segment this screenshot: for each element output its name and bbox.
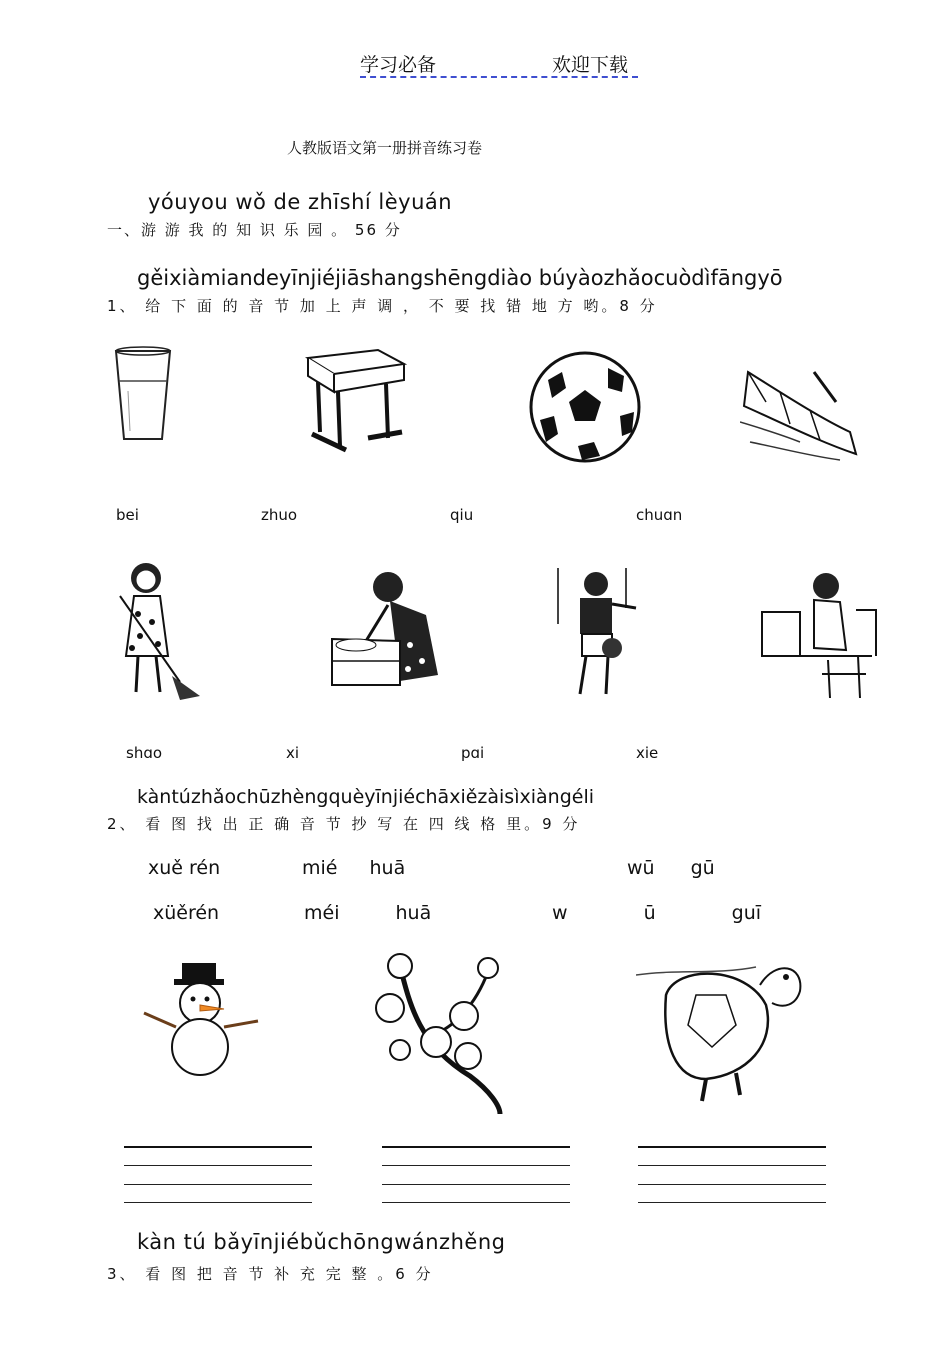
glass-icon — [108, 345, 178, 445]
q1-word-1: bei — [116, 506, 139, 524]
header-right: 欢迎下载 — [552, 54, 629, 76]
q2-option-b-3: w ū guī — [552, 902, 762, 924]
q1-word-5: shɑo — [126, 744, 163, 762]
q1-word-8: xie — [636, 744, 659, 762]
header-underline — [360, 76, 638, 78]
girl-sweeping-icon — [110, 556, 205, 702]
section1-heading: 一、游 游 我 的 知 识 乐 园 。 56 分 — [107, 221, 402, 239]
boat-icon — [740, 362, 862, 462]
q1-word-7: pɑi — [461, 744, 485, 762]
q1-word-4: chuɑn — [636, 506, 683, 524]
q1-pinyin: gěixiàmiandeyīnjiéjiāshangshēngdiào búyàozhǎocuòdìfāngyō — [137, 266, 783, 290]
q2-option-b-1: xüěrén — [153, 902, 220, 924]
football-icon — [528, 350, 642, 464]
q2-pinyin: kàntúzhǎochūzhèngquèyīnjiéchāxiězàisìxiàngéli — [137, 786, 595, 808]
boy-bouncing-ball-icon — [556, 568, 646, 702]
q2-option-a-1: xuě rén — [148, 857, 221, 879]
q1-word-2: zhuo — [261, 506, 298, 524]
q3-pinyin: kàn tú bǎyīnjiébǔchōngwánzhěng — [137, 1230, 506, 1254]
page-title: 人教版语文第一册拼音练习卷 — [287, 139, 483, 157]
q3-instruction: 3、 看 图 把 音 节 补 充 完 整 。6 分 — [107, 1265, 434, 1283]
plum-blossom-icon — [360, 946, 540, 1116]
q2-option-b-2: méi huā — [304, 902, 432, 924]
turtle-icon — [636, 955, 806, 1105]
q1-word-3: qiu — [450, 506, 474, 524]
boy-writing-icon — [760, 570, 882, 700]
desk-icon — [298, 346, 408, 458]
girl-washing-icon — [330, 565, 460, 691]
q2-option-a-3: wū gū — [627, 857, 715, 879]
section1-pinyin: yóuyou wǒ de zhīshí lèyuán — [148, 190, 453, 214]
q2-instruction: 2、 看 图 找 出 正 确 音 节 抄 写 在 四 线 格 里。9 分 — [107, 815, 581, 833]
q1-word-6: xi — [286, 744, 300, 762]
header-left: 学习必备 — [360, 54, 437, 76]
snowman-icon — [140, 955, 262, 1077]
q1-instruction: 1、 给 下 面 的 音 节 加 上 声 调 ， 不 要 找 错 地 方 哟。8 分 — [107, 297, 658, 315]
q2-option-a-2: mié huā — [302, 857, 406, 879]
